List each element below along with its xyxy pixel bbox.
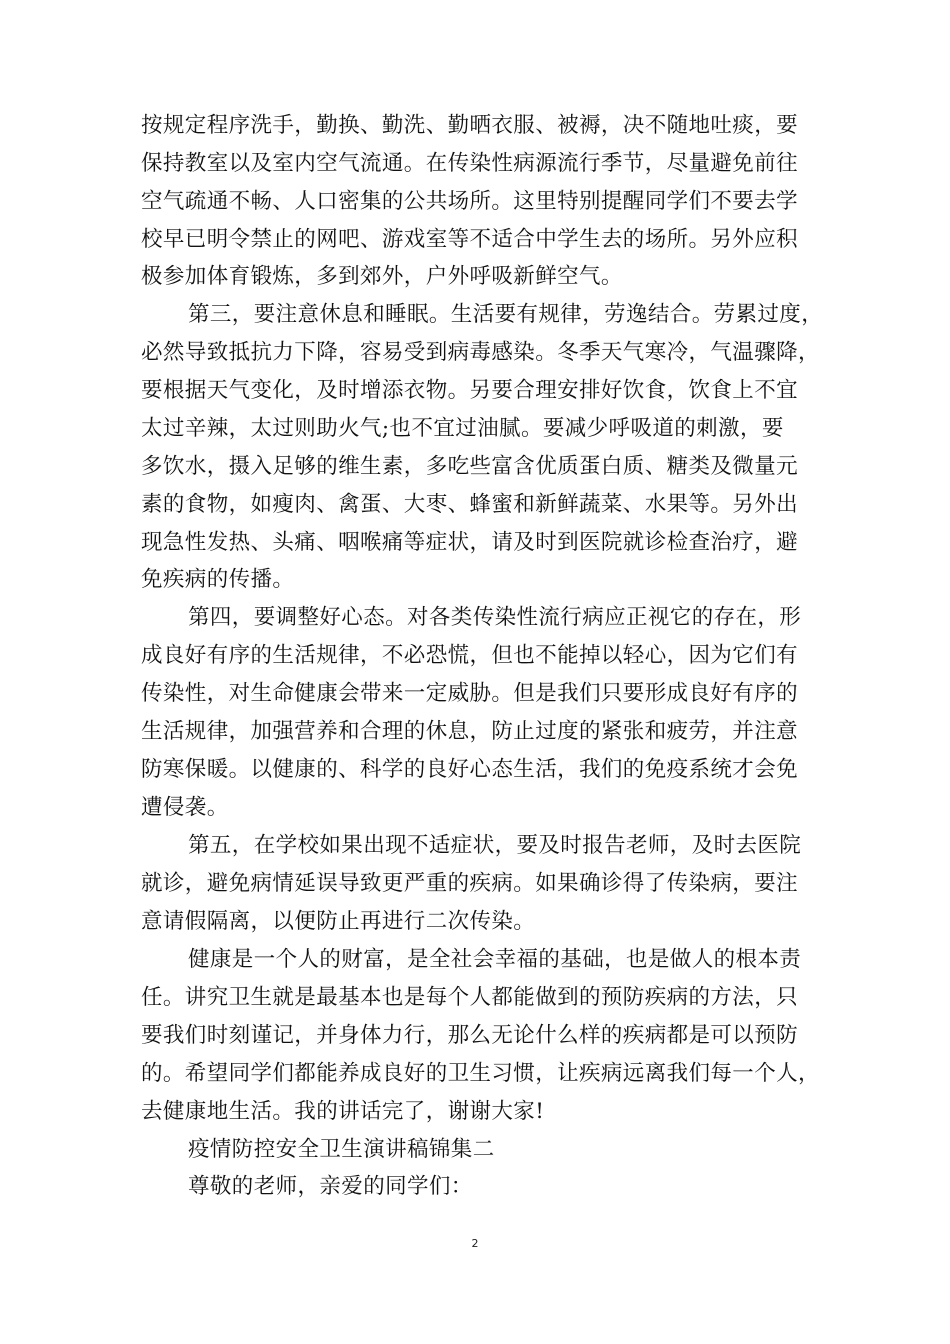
body-text-line: 免疾病的传播。: [141, 567, 295, 592]
body-text-line: 遭侵袭。: [141, 795, 229, 820]
salutation: 尊敬的老师，亲爱的同学们：: [188, 1174, 473, 1199]
body-text-line: 保持教室以及室内空气流通。在传染性病源流行季节，尽量避免前往: [141, 151, 799, 176]
body-text-line: 多饮水，摄入足够的维生素，多吃些富含优质蛋白质、糖类及微量元: [141, 454, 799, 479]
body-text-line: 生活规律，加强营养和合理的休息，防止过度的紧张和疲劳，并注意: [141, 719, 799, 744]
body-text-line: 去健康地生活。我的讲话完了，谢谢大家!: [141, 1099, 545, 1124]
body-text-line: 任。讲究卫生就是最基本也是每个人都能做到的预防疾病的方法，只: [141, 985, 799, 1010]
body-text-line: 传染性，对生命健康会带来一定威胁。但是我们只要形成良好有序的: [141, 681, 799, 706]
body-text-line: 素的食物，如瘦肉、禽蛋、大枣、蜂蜜和新鲜蔬菜、水果等。另外出: [141, 492, 799, 517]
body-text-line: 要我们时刻谨记，并身体力行，那么无论什么样的疾病都是可以预防: [141, 1023, 799, 1048]
body-text-line: 意请假隔离，以便防止再进行二次传染。: [141, 909, 536, 934]
paragraph-start-line: 第三，要注意休息和睡眠。生活要有规律，劳逸结合。劳累过度，: [188, 302, 824, 327]
body-text-line: 要根据天气变化，及时增添衣物。另要合理安排好饮食，饮食上不宜: [141, 378, 799, 403]
body-text-line: 就诊，避免病情延误导致更严重的疾病。如果确诊得了传染病，要注: [141, 871, 799, 896]
body-text-line: 极参加体育锻炼，多到郊外，户外呼吸新鲜空气。: [141, 264, 623, 289]
body-text-line: 空气疏通不畅、人口密集的公共场所。这里特别提醒同学们不要去学: [141, 189, 799, 214]
body-text-line: 必然导致抵抗力下降，容易受到病毒感染。冬季天气寒冷，气温骤降，: [141, 340, 820, 365]
paragraph-start-line: 第四，要调整好心态。对各类传染性流行病应正视它的存在，形: [188, 605, 802, 630]
body-text-line: 的。希望同学们都能养成良好的卫生习惯，让疾病远离我们每一个人，: [141, 1061, 820, 1086]
body-text-line: 按规定程序洗手，勤换、勤洗、勤晒衣服、被褥，决不随地吐痰，要: [141, 113, 799, 138]
body-text-line: 防寒保暖。以健康的、科学的良好心态生活，我们的免疫系统才会免: [141, 757, 799, 782]
body-text-line: 成良好有序的生活规律，不必恐慌，但也不能掉以轻心，因为它们有: [141, 643, 799, 668]
section-title: 疫情防控安全卫生演讲稿锦集二: [188, 1137, 495, 1162]
body-text-line: 现急性发热、头痛、咽喉痛等症状，请及时到医院就诊检查治疗，避: [141, 530, 799, 555]
body-text-line: 太过辛辣，太过则助火气;也不宜过油腻。要减少呼吸道的刺激，要: [141, 416, 784, 441]
body-text-line: 校早已明令禁止的网吧、游戏室等不适合中学生去的场所。另外应积: [141, 227, 799, 252]
page-number: 2: [471, 1237, 479, 1250]
paragraph-start-line: 健康是一个人的财富，是全社会幸福的基础，也是做人的根本责: [188, 947, 802, 972]
paragraph-start-line: 第五，在学校如果出现不适症状，要及时报告老师，及时去医院: [188, 833, 802, 858]
